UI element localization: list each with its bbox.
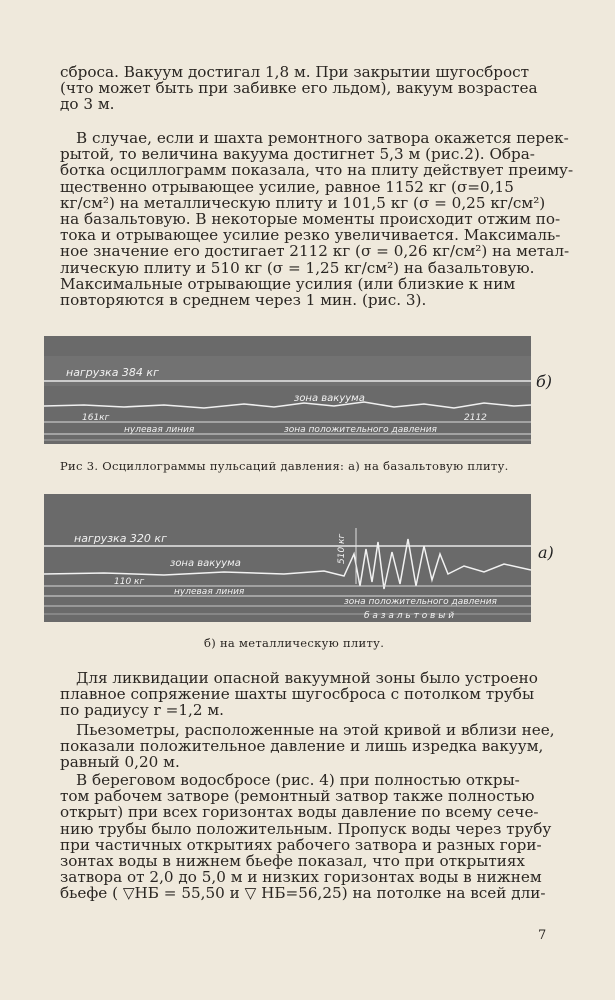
text-line: рытой, то величина вакуума достигнет 5,3 м (рис.2). Обра-	[60, 145, 535, 164]
text-line: повторяются в среднем через 1 мин. (рис. 3).	[60, 291, 427, 310]
label-amp-left: 161кг	[82, 413, 110, 423]
text-line: (что может быть при забивке его льдом), вакуум возрастеа	[60, 79, 538, 98]
text-line: Максимальные отрывающие усилия (или близкие к ним	[60, 274, 516, 293]
figure1-letter: б)	[536, 372, 553, 391]
text-line: кг/см²) на металлическую плиту и 101,5 кг (σ = 0,25 кг/см²)	[60, 193, 546, 212]
label-positive-zone: зона положительного давления	[344, 597, 497, 607]
text-line: В береговом водосбросе (рис. 4) при полностью откры-	[76, 771, 520, 789]
figure1-caption: Рис 3. Осциллограммы пульсаций давления: а) на базальтовую плиту.	[60, 459, 509, 473]
text-line: том рабочем затворе (ремонтный затвор также полностью	[60, 787, 535, 806]
text-line: сброса. Вакуум достигал 1,8 м. При закрытии шугосброст	[60, 63, 530, 81]
oscillogram-metal	[44, 494, 531, 622]
text-line: до 3 м.	[60, 95, 115, 114]
paragraph-4	[60, 722, 555, 771]
text-line: при частичных открытиях рабочего затвора и разных гори-	[60, 835, 542, 854]
oscillogram-svg	[44, 336, 531, 444]
text-line: равный 0,20 м.	[60, 753, 180, 772]
paragraph-3	[60, 670, 555, 719]
text-line: щественно отрывающее усилие, равное 1152 кг (σ=0,15	[60, 177, 514, 196]
figure2-letter: а)	[538, 543, 554, 562]
label-zero-line: нулевая линия	[124, 425, 195, 435]
text-line: зонтах воды в нижнем бьефе показал, что при открытиях	[60, 852, 525, 871]
label-zero-line: нулевая линия	[174, 587, 245, 597]
label-bottom: б а з а л ь т о в ы й	[364, 611, 455, 621]
label-vacuum-zone: зона вакуума	[170, 558, 241, 569]
oscillogram-basalt	[44, 336, 531, 444]
text-line: Для ликвидации опасной вакуумной зоны было устроено	[76, 669, 538, 687]
label-amp-mid: 510 кг	[337, 533, 347, 564]
oscillogram-svg	[44, 494, 531, 622]
text-line: открыт) при всех горизонтах воды давление по всему сече-	[60, 803, 539, 822]
label-amp-right: 2112	[464, 413, 487, 423]
page-number: 7	[538, 928, 547, 943]
text-line: лическую плиту и 510 кг (σ = 1,25 кг/см²) на базальтовую.	[60, 258, 535, 277]
text-line: В случае, если и шахта ремонтного затвора окажется перек-	[76, 129, 569, 147]
text-line: тока и отрывающее усилие резко увеличивается. Максималь-	[60, 226, 561, 245]
label-positive-zone: зона положительного давления	[284, 425, 437, 435]
text-line: на базальтовую. В некоторые моменты происходит отжим по-	[60, 210, 561, 229]
paragraph-1	[60, 64, 555, 113]
label-vacuum-zone: зона вакуума	[294, 393, 365, 404]
text-line: по радиусу r =1,2 м.	[60, 701, 224, 720]
paragraph-2	[60, 129, 574, 310]
text-line: нию трубы было положительным. Пропуск воды через трубу	[60, 819, 552, 838]
text-line: затвора от 2,0 до 5,0 м и низких горизонтах воды в нижнем	[60, 868, 542, 887]
paragraph-5	[60, 772, 555, 902]
text-line: плавное сопряжение шахты шугосброса с потолком трубы	[60, 685, 535, 704]
text-line: Пьезометры, расположенные на этой кривой и вблизи нее,	[76, 721, 555, 739]
label-load: нагрузка 320 кг	[74, 532, 167, 545]
label-load: нагрузка 384 кг	[66, 366, 159, 379]
text-line: ботка осциллограмм показала, что на плиту действует преиму-	[60, 161, 574, 180]
text-line: показали положительное давление и лишь изредка вакуум,	[60, 737, 544, 756]
text-line: бьефе ( ▽НБ = 55,50 и ▽ НБ=56,25) на потолке на всей дли-	[60, 884, 546, 903]
label-amp-left: 110 кг	[114, 577, 145, 587]
text-line: ное значение его достигает 2112 кг (σ = 0,26 кг/см²) на метал-	[60, 242, 570, 261]
figure2-caption: б) на металлическую плиту.	[204, 636, 385, 650]
